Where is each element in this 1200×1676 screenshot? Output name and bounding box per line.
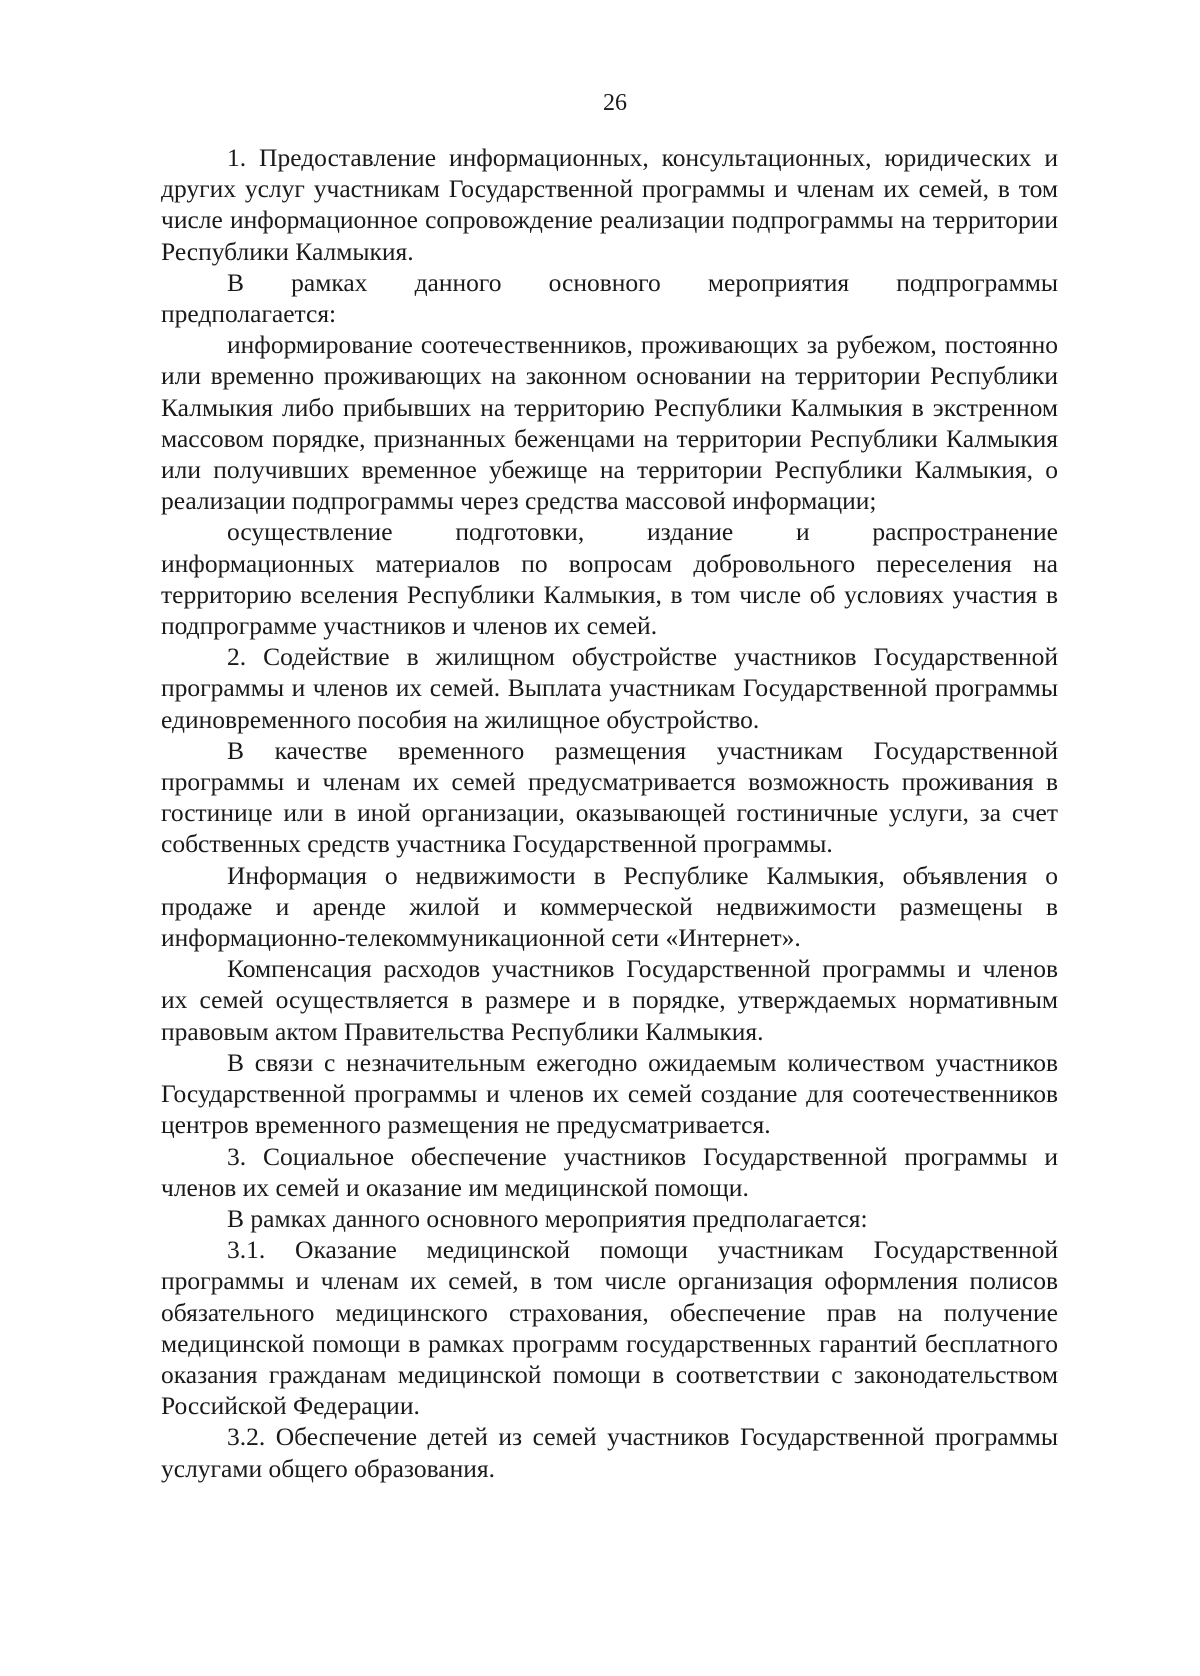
page-number: 26 <box>603 90 627 116</box>
paragraph-9: В связи с незначительным ежегодно ожидаемым количеством участников Государственной программы и членов их семей создание для соотечественников центров временного размещения не предусматривается. <box>161 1047 1058 1140</box>
paragraph-13: 3.2. Обеспечение детей из семей участников Государственной программы услугами общего образования. <box>161 1422 1058 1483</box>
paragraph-2: В рамках данного основного мероприятия подпрограммы <box>227 267 1058 297</box>
paragraph-2-continuation: предполагается: <box>161 299 337 329</box>
paragraph-8: Компенсация расходов участников Государственной программы и членов их семей осуществляется в размере и в порядке, утверждаемых нормативным правовым актом Правительства Республики Калмыкия. <box>161 954 1058 1046</box>
paragraph-6: В качестве временного размещения участникам Государственной программы и членам их семей предусматривается возможность проживания в гостинице или в иной организации, оказывающей гостиничные услуги, за счет собственных средств участника Государственной программы. <box>161 735 1058 859</box>
paragraph-11: В рамках данного основного мероприятия предполагается: <box>227 1203 868 1233</box>
paragraph-10: 3. Социальное обеспечение участников Государственной программы и членов их семей и оказание им медицинской помощи. <box>161 1141 1058 1202</box>
document-body <box>161 142 1058 1484</box>
paragraph-12: 3.1. Оказание медицинской помощи участникам Государственной программы и членам их семей, в том числе организация оформления полисов обязательного медицинского страхования, обеспечение прав на получение медицинской помощи в рамках программ государственных гарантий бесплатного оказания гражданам медицинской помощи в соответствии с законодательством Российской Федерации. <box>161 1235 1058 1421</box>
paragraph-1: 1. Предоставление информационных, консультационных, юридических и других услуг участникам Государственной программы и членам их семей, в том числе информационное сопровождение реализации подпрограммы на территории Республики Калмыкия. <box>161 143 1058 266</box>
paragraph-7: Информация о недвижимости в Республике Калмыкия, объявления о продаже и аренде жилой и коммерческой недвижимости размещены в информационно-телекоммуникационной сети «Интернет». <box>161 860 1058 953</box>
paragraph-4-continuation: информационных материалов по вопросам добровольного переселения на территорию вселения Республики Калмыкия, в том числе об условиях участия в подпрограмме участников и членов их семей. <box>161 548 1058 641</box>
paragraph-4: осуществление подготовки, издание и распространение <box>227 517 1058 547</box>
paragraph-5: 2. Содействие в жилищном обустройстве участников Государственной программы и членов их семей. Выплата участникам Государственной программы единовременного пособия на жилищное обустройство. <box>161 642 1058 734</box>
paragraph-3: информирование соотечественников, проживающих за рубежом, постоянно или временно проживающих на законном основании на территории Республики Калмыкия либо прибывших на территорию Республики Калмыкия в экстренном массовом порядке, признанных беженцами на территории Республики Калмыкия или получивших временное убежище на территории Республики Калмыкия, о реализации подпрограммы через средства массовой информации; <box>161 330 1058 516</box>
